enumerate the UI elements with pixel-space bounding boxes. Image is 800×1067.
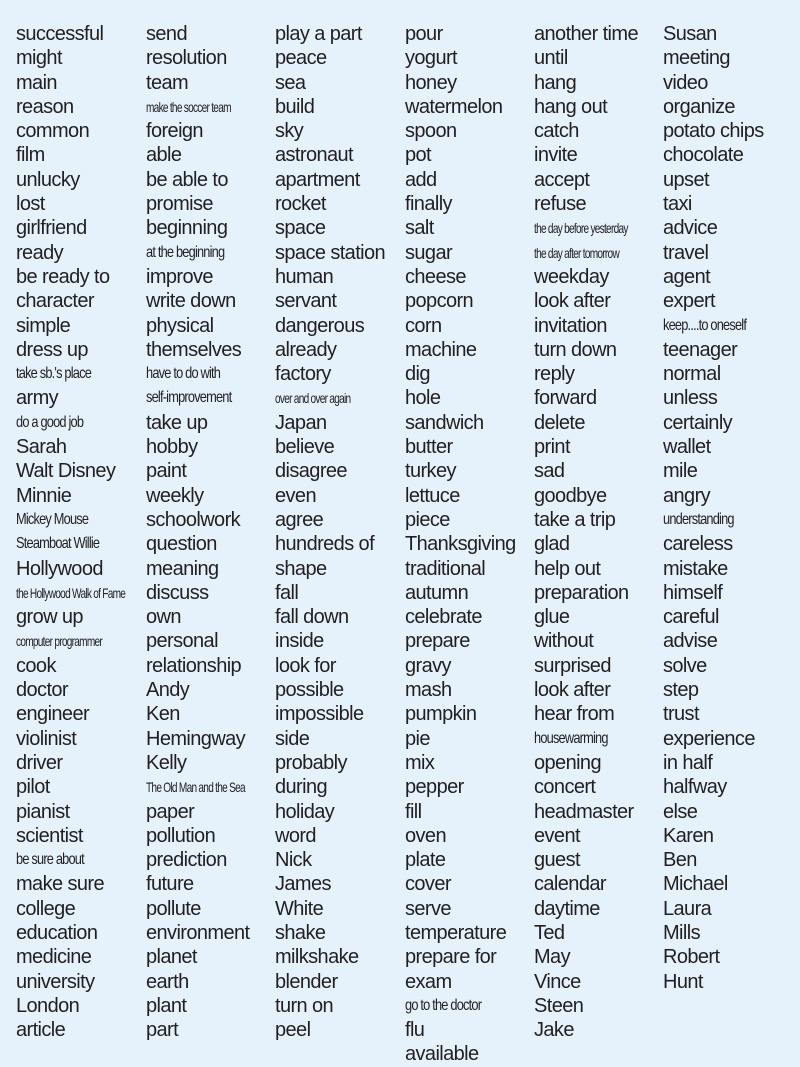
vocab-word: help out [534,557,601,580]
vocab-word: engineer [16,703,90,726]
vocab-word: Kelly [146,751,187,774]
vocab-word: pollution [146,824,216,847]
vocab-word: even [275,484,316,507]
vocab-word: invitation [534,314,607,337]
vocab-word: print [534,436,570,459]
vocab-word: hundreds of [275,533,375,556]
vocab-word: spoon [405,120,457,143]
vocab-word: physical [146,314,214,337]
vocab-word: delete [534,411,585,434]
vocab-word: video [663,71,708,94]
word-column-4 [405,22,516,1067]
vocab-word: environment [146,921,250,944]
vocab-word: Robert [663,946,720,969]
vocab-word: weekly [146,484,204,507]
vocab-word: film [16,144,45,167]
vocab-word: probably [275,751,347,774]
word-column-6 [663,22,767,994]
vocab-word: the Hollywood Walk of Fame [16,584,126,601]
vocab-word: part [146,1019,179,1042]
vocab-word: agent [663,265,711,288]
vocab-word: angry [663,484,711,507]
vocab-word: serve [405,897,451,920]
vocab-word: guest [534,849,580,872]
vocab-word: lost [16,193,45,216]
word-column-1 [16,22,168,1042]
vocab-word: agree [275,508,324,531]
vocab-word: girlfriend [16,217,87,240]
vocab-word: sea [275,71,306,94]
vocab-word: character [16,290,94,313]
vocab-word: army [16,387,59,410]
vocab-word: go to the doctor [405,996,482,1014]
vocab-word: potato chips [663,120,764,143]
vocab-word: glue [534,606,570,629]
vocab-word: be ready to [16,265,110,288]
vocab-word: Sarah [16,436,67,459]
vocab-word: sky [275,120,304,143]
vocab-word: another time [534,23,638,45]
vocab-word: make the soccer team [146,98,231,115]
vocab-word: step [663,679,699,702]
vocab-word: successful [16,23,104,45]
vocab-word: opening [534,751,601,774]
vocab-word: sandwich [405,411,484,434]
vocab-word: cook [16,654,56,677]
word-column-5 [534,22,664,1042]
vocab-word: machine [405,338,477,361]
vocab-word: Michael [663,873,728,896]
vocab-word: turn on [275,994,334,1017]
vocab-word: turkey [405,460,456,483]
vocab-word: dangerous [275,314,365,337]
vocab-word: Laura [663,897,712,920]
vocab-word: calendar [534,873,606,896]
vocab-word: housewarming [534,729,608,747]
vocab-word: pie [405,727,430,750]
vocab-word: relationship [146,654,242,677]
vocab-word: pilot [16,776,50,799]
vocab-word: prediction [146,849,227,872]
vocab-word: reply [534,363,575,386]
vocab-word: take sb.'s place [16,365,92,383]
vocab-word: inside [275,630,324,653]
vocab-word: Jake [534,1019,574,1042]
vocab-word: butter [405,436,453,459]
vocab-word: computer programmer [16,633,103,650]
vocab-word: send [146,23,187,45]
vocab-word: ready [16,241,64,264]
vocab-word: look after [534,290,611,313]
vocab-word: else [663,800,698,823]
vocab-word: experience [663,727,755,750]
vocab-word: White [275,897,324,920]
vocab-word: planet [146,946,197,969]
vocab-word: already [275,338,337,361]
vocab-word: Hollywood [16,557,103,580]
vocab-word: shape [275,557,327,580]
vocab-word: meaning [146,557,219,580]
vocab-word: The Old Man and the Sea [146,779,245,796]
vocab-word: wallet [663,436,711,459]
vocab-word: medicine [16,946,92,969]
vocab-word: pianist [16,800,70,823]
vocab-word: disagree [275,460,347,483]
vocab-word: cover [405,873,451,896]
vocab-word: space station [275,241,386,264]
vocab-word: Japan [275,411,327,434]
vocab-word: James [275,873,331,896]
vocab-word: expert [663,290,715,313]
vocab-word: pepper [405,776,464,799]
vocab-word: careful [663,606,719,629]
vocab-word: mix [405,751,435,774]
vocab-word: Mills [663,921,700,944]
vocab-word: self-improvement [146,389,232,407]
vocab-word: make sure [16,873,104,896]
vocab-word: exam [405,970,452,993]
vocab-word: unlucky [16,168,80,191]
vocab-word: factory [275,363,331,386]
vocab-word: Hunt [663,970,703,993]
vocab-word: event [534,824,580,847]
vocab-word: honey [405,71,457,94]
vocab-word: foreign [146,120,203,143]
vocab-word: space [275,217,326,240]
vocab-word: main [16,71,57,94]
vocab-word: pot [405,144,432,167]
vocab-word: paint [146,460,187,483]
word-column-3 [275,22,385,1042]
vocab-word: Walt Disney [16,460,116,483]
vocab-word: prepare [405,630,470,653]
vocab-word: mile [663,460,698,483]
vocab-word: surprised [534,654,611,677]
vocab-word: look after [534,679,611,702]
vocab-word: Hemingway [146,727,246,750]
vocab-word: over and over again [275,390,351,407]
vocab-word: peace [275,47,327,70]
vocab-word: own [146,606,181,629]
vocab-word: mistake [663,557,728,580]
vocab-word: temperature [405,921,507,944]
vocab-word: themselves [146,338,242,361]
vocab-word: resolution [146,47,227,70]
vocab-word: simple [16,314,71,337]
vocab-word: question [146,533,217,556]
vocab-word: rocket [275,193,326,216]
vocab-word: be able to [146,168,228,191]
vocab-word: May [534,946,570,969]
vocab-word: trust [663,703,699,726]
vocab-word: college [16,897,76,920]
vocab-word: preparation [534,581,629,604]
vocab-word: yogurt [405,47,457,70]
vocab-word: future [146,873,194,896]
vocab-word: Ted [534,921,565,944]
vocab-word: human [275,265,334,288]
vocab-word: gravy [405,654,451,677]
vocab-word: sugar [405,241,453,264]
vocab-word: Susan [663,23,717,45]
vocab-word: believe [275,436,335,459]
vocab-word: beginning [146,217,228,240]
vocab-word: have to do with [146,365,221,383]
vocab-word: invite [534,144,578,167]
vocab-word: discuss [146,581,209,604]
vocab-word: keep....to oneself [663,316,747,334]
vocab-word: mash [405,679,452,702]
vocab-word: add [405,168,437,191]
vocab-word: pumpkin [405,703,477,726]
vocab-word: in half [663,751,713,774]
vocab-word: finally [405,193,452,216]
vocab-word: plant [146,994,187,1017]
vocab-word: grow up [16,606,83,629]
vocab-word: blender [275,970,338,993]
vocab-word: fall down [275,606,349,629]
vocab-word: university [16,970,95,993]
word-column-2 [146,22,283,1042]
vocab-word: fill [405,800,422,823]
vocab-word: possible [275,679,344,702]
vocab-word: forward [534,387,597,410]
vocab-word: Karen [663,824,714,847]
vocab-word: improve [146,265,213,288]
vocab-word: reason [16,95,74,118]
vocab-word: violinist [16,727,77,750]
vocab-word: word [275,824,316,847]
vocab-word: hang [534,71,577,94]
vocab-word: earth [146,970,189,993]
vocab-word: Nick [275,849,312,872]
vocab-word: Ben [663,849,697,872]
vocab-word: advise [663,630,718,653]
vocab-word: might [16,47,62,70]
vocab-word: traditional [405,557,486,580]
vocab-word: refuse [534,193,586,216]
vocab-word: oven [405,824,446,847]
vocab-word: corn [405,314,442,337]
vocab-word: shake [275,921,326,944]
vocab-word: glad [534,533,570,556]
vocab-word: certainly [663,411,733,434]
vocab-word: be sure about [16,851,84,869]
vocab-word: peel [275,1019,311,1042]
vocab-word: paper [146,800,195,823]
vocab-word: doctor [16,679,68,702]
vocab-word: salt [405,217,434,240]
vocab-word: flu [405,1019,425,1042]
vocab-word: servant [275,290,337,313]
vocab-word: autumn [405,581,469,604]
vocab-word: catch [534,120,579,143]
vocab-word: Vince [534,970,581,993]
vocab-word: astronaut [275,144,353,167]
vocab-word: education [16,921,98,944]
vocab-word: during [275,776,327,799]
vocab-word: plate [405,849,446,872]
vocab-word: article [16,1019,66,1042]
vocab-word: the day after tomorrow [534,244,620,261]
vocab-word: headmaster [534,800,634,823]
vocab-word: Steamboat Willie [16,535,100,553]
vocab-word: write down [146,290,236,313]
vocab-word: milkshake [275,946,359,969]
vocab-word: halfway [663,776,727,799]
vocab-word: hang out [534,95,608,118]
vocab-word: schoolwork [146,508,241,531]
vocab-word: pour [405,23,443,45]
vocab-word: team [146,71,189,94]
vocab-word: daytime [534,897,600,920]
vocab-word: take a trip [534,508,616,531]
vocab-word: popcorn [405,290,474,313]
vocab-word: build [275,95,315,118]
vocab-word: dig [405,363,430,386]
vocab-word: dress up [16,338,88,361]
vocab-word: prepare for [405,946,497,969]
vocab-word: London [16,994,80,1017]
vocab-word: Andy [146,679,190,702]
vocab-word: look for [275,654,336,677]
vocab-word: scientist [16,824,83,847]
vocab-word: hear from [534,703,615,726]
vocab-word: lettuce [405,484,460,507]
vocab-word: celebrate [405,606,482,629]
vocab-word: concert [534,776,596,799]
vocab-word: Minnie [16,484,72,507]
vocab-word: himself [663,581,723,604]
vocab-word: pollute [146,897,201,920]
vocab-word: Thanksgiving [405,533,516,556]
vocab-word: side [275,727,310,750]
vocab-word: do a good job [16,413,84,431]
vocab-word: solve [663,654,707,677]
vocab-word: the day before yesterday [534,220,628,237]
vocab-word: hobby [146,436,198,459]
vocab-word: accept [534,168,590,191]
vocab-word: take up [146,411,208,434]
vocab-word: available [405,1043,479,1066]
vocab-word: chocolate [663,144,744,167]
vocab-word: Ken [146,703,180,726]
vocab-word: Mickey Mouse [16,510,89,528]
vocab-word: holiday [275,800,335,823]
vocab-word: meeting [663,47,730,70]
vocab-word: advice [663,217,718,240]
vocab-word: normal [663,363,721,386]
vocab-word: personal [146,630,218,653]
vocab-word: unless [663,387,718,410]
vocab-word: fall [275,581,299,604]
vocab-word: apartment [275,168,360,191]
vocab-word: careless [663,533,733,556]
vocab-word: travel [663,241,709,264]
vocab-word: teenager [663,338,738,361]
vocab-word: turn down [534,338,617,361]
vocab-word: impossible [275,703,364,726]
vocab-word: Steen [534,994,584,1017]
vocab-word: taxi [663,193,692,216]
vocab-word: common [16,120,90,143]
vocab-word: upset [663,168,709,191]
vocab-word: weekday [534,265,609,288]
vocab-word: cheese [405,265,466,288]
vocab-word: promise [146,193,213,216]
vocab-word: piece [405,508,450,531]
vocab-word: able [146,144,182,167]
vocab-word: understanding [663,510,734,528]
vocab-word: watermelon [405,95,503,118]
vocab-word: organize [663,95,735,118]
vocab-word: without [534,630,594,653]
vocab-word: at the beginning [146,243,225,261]
vocab-word: until [534,47,568,70]
vocab-word: goodbye [534,484,607,507]
vocab-word: sad [534,460,565,483]
vocab-word: driver [16,751,63,774]
vocab-word: hole [405,387,441,410]
vocab-word: play a part [275,23,362,45]
